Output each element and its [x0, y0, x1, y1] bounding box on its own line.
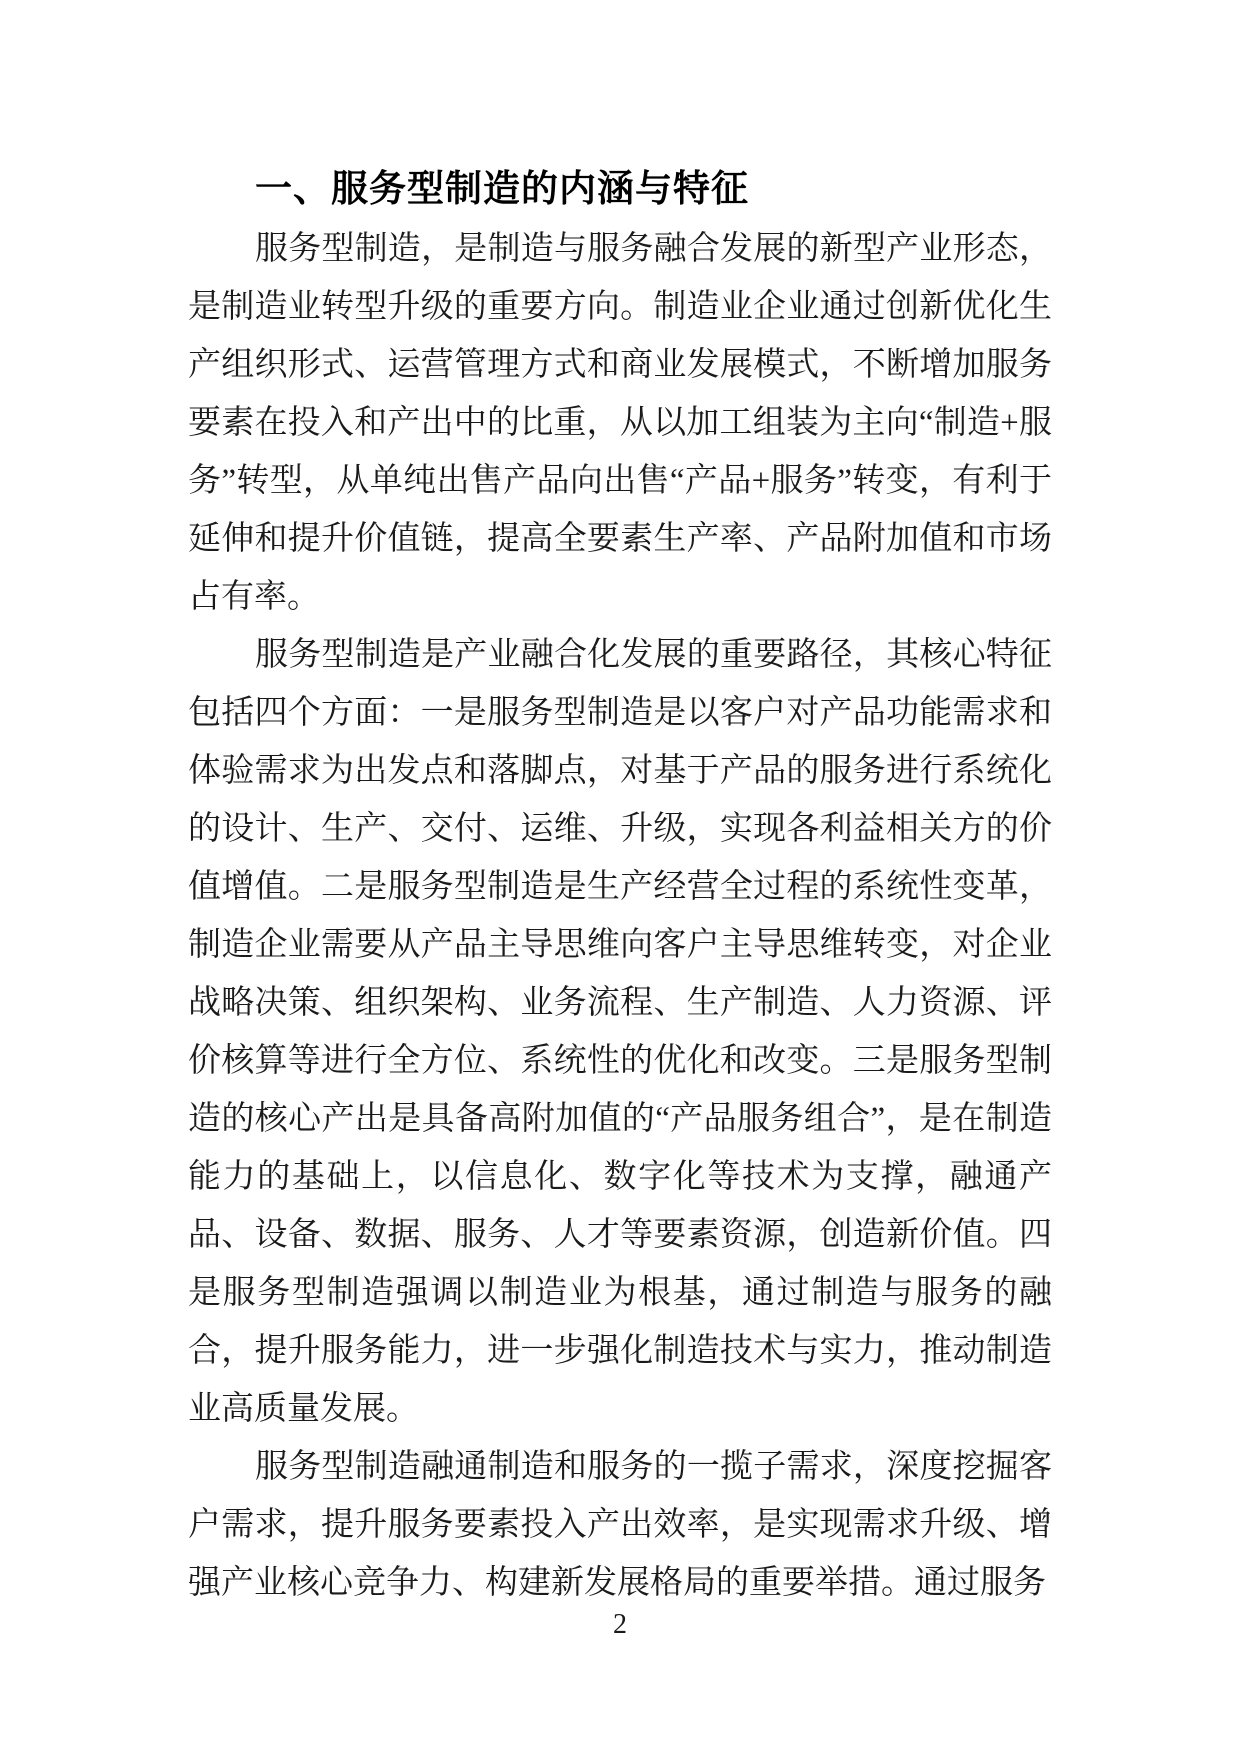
section-heading: 一、服务型制造的内涵与特征 — [255, 168, 749, 209]
paragraph-3: 服务型制造融通制造和服务的一揽子需求，深度挖掘客户需求，提升服务要素投入产出效率，是实现需求升级、增强产业核心竞争力、构建新发展格局的重要举措。通过服务 — [188, 1449, 1052, 1601]
page-number: 2 — [613, 1609, 627, 1640]
paragraph-2: 服务型制造是产业融合化发展的重要路径，其核心特征包括四个方面：一是服务型制造是以客户对产品功能需求和体验需求为出发点和落脚点，对基于产品的服务进行系统化的设计、生产、交付、运维、升级，实现各利益相关方的价值增值。二是服务型制造是生产经营全过程的系统性变革，制造企业需要从产品主导思维向客户主导思维转变，对企业战略决策、组织架构、业务流程、生产制造、人力资源、评价核算等进行全方位、系统性的优化和改变。三是服务型制造的核心产出是具备高附加值的“产品服务组合”，是在制造能力的基础上，以信息化、数字化等技术为支撑，融通产品、设备、数据、服务、人才等要素资源，创造新价值。四是服务型制造强调以制造业为根基，通过制造与服务的融合，提升服务能力，进一步强化制造技术与实力，推动制造业高质量发展。 — [188, 637, 1052, 1427]
paragraph-1: 服务型制造，是制造与服务融合发展的新型产业形态，是制造业转型升级的重要方向。制造业企业通过创新优化生产组织形式、运营管理方式和商业发展模式，不断增加服务要素在投入和产出中的比重，从以加工组装为主向“制造+服务”转型，从单纯出售产品向出售“产品+服务”转变，有利于延伸和提升价值链，提高全要素生产率、产品附加值和市场占有率。 — [188, 231, 1052, 615]
document-body — [188, 158, 1052, 1612]
